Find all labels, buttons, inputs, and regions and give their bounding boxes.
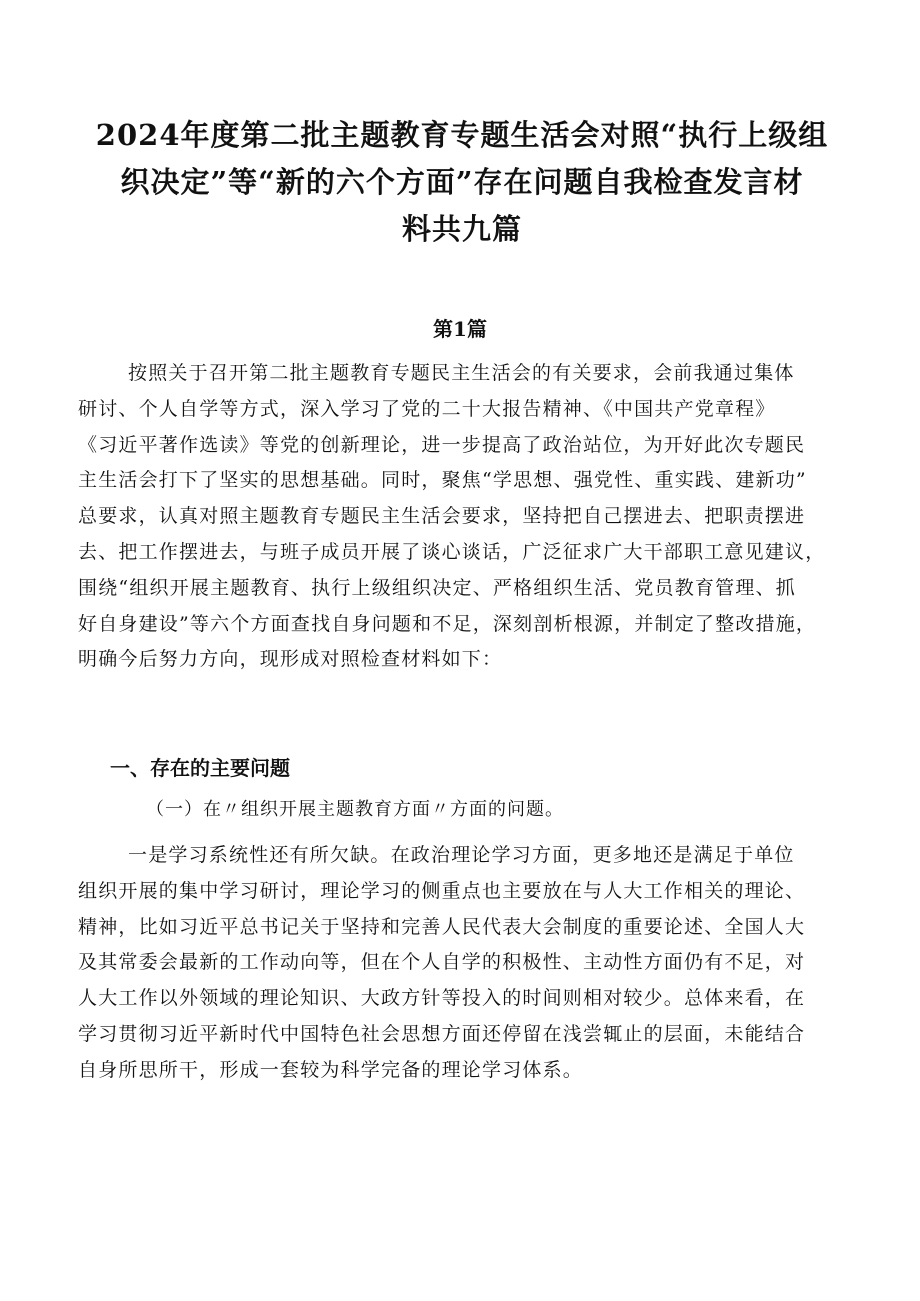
paragraph-line: 一是学习系统性还有所欠缺。在政治理论学习方面，更多地还是满足于单位	[128, 844, 795, 866]
paragraph-line: 研讨、个人自学等方式，深入学习了党的二十大报告精神、《中国共产党章程》	[78, 397, 776, 420]
title-line: 料共九篇	[401, 212, 522, 246]
body-paragraph	[78, 838, 858, 1089]
paragraph-line: 及其常委会最新的工作动向等，但在个人自学的积极性、主动性方面仍有不足，对	[78, 951, 806, 974]
paragraph-line: 学习贯彻习近平新时代中国特色社会思想方面还停留在浅尝辄止的层面，未能结合	[78, 1022, 806, 1045]
title-line: 织决定”等“新的六个方面”存在问题自我检查发言材	[120, 165, 804, 199]
paragraph-line: 围绕“组织开展主题教育、执行上级组织决定、严格组织生活、党员教育管理、抓	[78, 576, 796, 599]
paragraph-line: 按照关于召开第二批主题教育专题民主生活会的有关要求，会前我通过集体	[128, 362, 795, 384]
section-heading: 一、存在的主要问题	[110, 756, 290, 780]
intro-paragraph	[78, 356, 858, 678]
paragraph-line: 自身所思所干，形成一套较为科学完备的理论学习体系。	[78, 1058, 584, 1081]
paragraph-line: 好自身建设”等六个方面查找自身问题和不足，深刻剖析根源，并制定了整改措施，	[78, 612, 817, 635]
paragraph-line: 《习近平著作选读》等党的创新理论，进一步提高了政治站位，为开好此次专题民	[78, 433, 806, 456]
article-heading: 第1篇	[433, 317, 487, 341]
paragraph-line: 去、把工作摆进去，与班子成员开展了谈心谈话，广泛征求广大干部职工意见建议，	[78, 540, 826, 563]
paragraph-line: 精神，比如习近平总书记关于坚持和完善人民代表大会制度的重要论述、全国人大	[78, 915, 806, 938]
subsection-heading: （一）在〃组织开展主题教育方面〃方面的问题。	[146, 799, 564, 820]
paragraph-line: 组织开展的集中学习研讨，理论学习的侧重点也主要放在与人大工作相关的理论、	[78, 879, 806, 902]
paragraph-line: 明确今后努力方向，现形成对照检查材料如下：	[78, 648, 503, 671]
paragraph-line: 主生活会打下了坚实的思想基础。同时，聚焦“学思想、强党性、重实践、建新功”	[78, 469, 807, 492]
document-title	[78, 112, 846, 253]
title-line: 2024年度第二批主题教育专题生活会对照“执行上级组	[95, 118, 829, 152]
paragraph-line: 总要求，认真对照主题教育专题民主生活会要求，坚持把自己摆进去、把职责摆进	[78, 505, 806, 528]
paragraph-line: 人大工作以外领域的理论知识、大政方针等投入的时间则相对较少。总体来看，在	[78, 987, 806, 1010]
